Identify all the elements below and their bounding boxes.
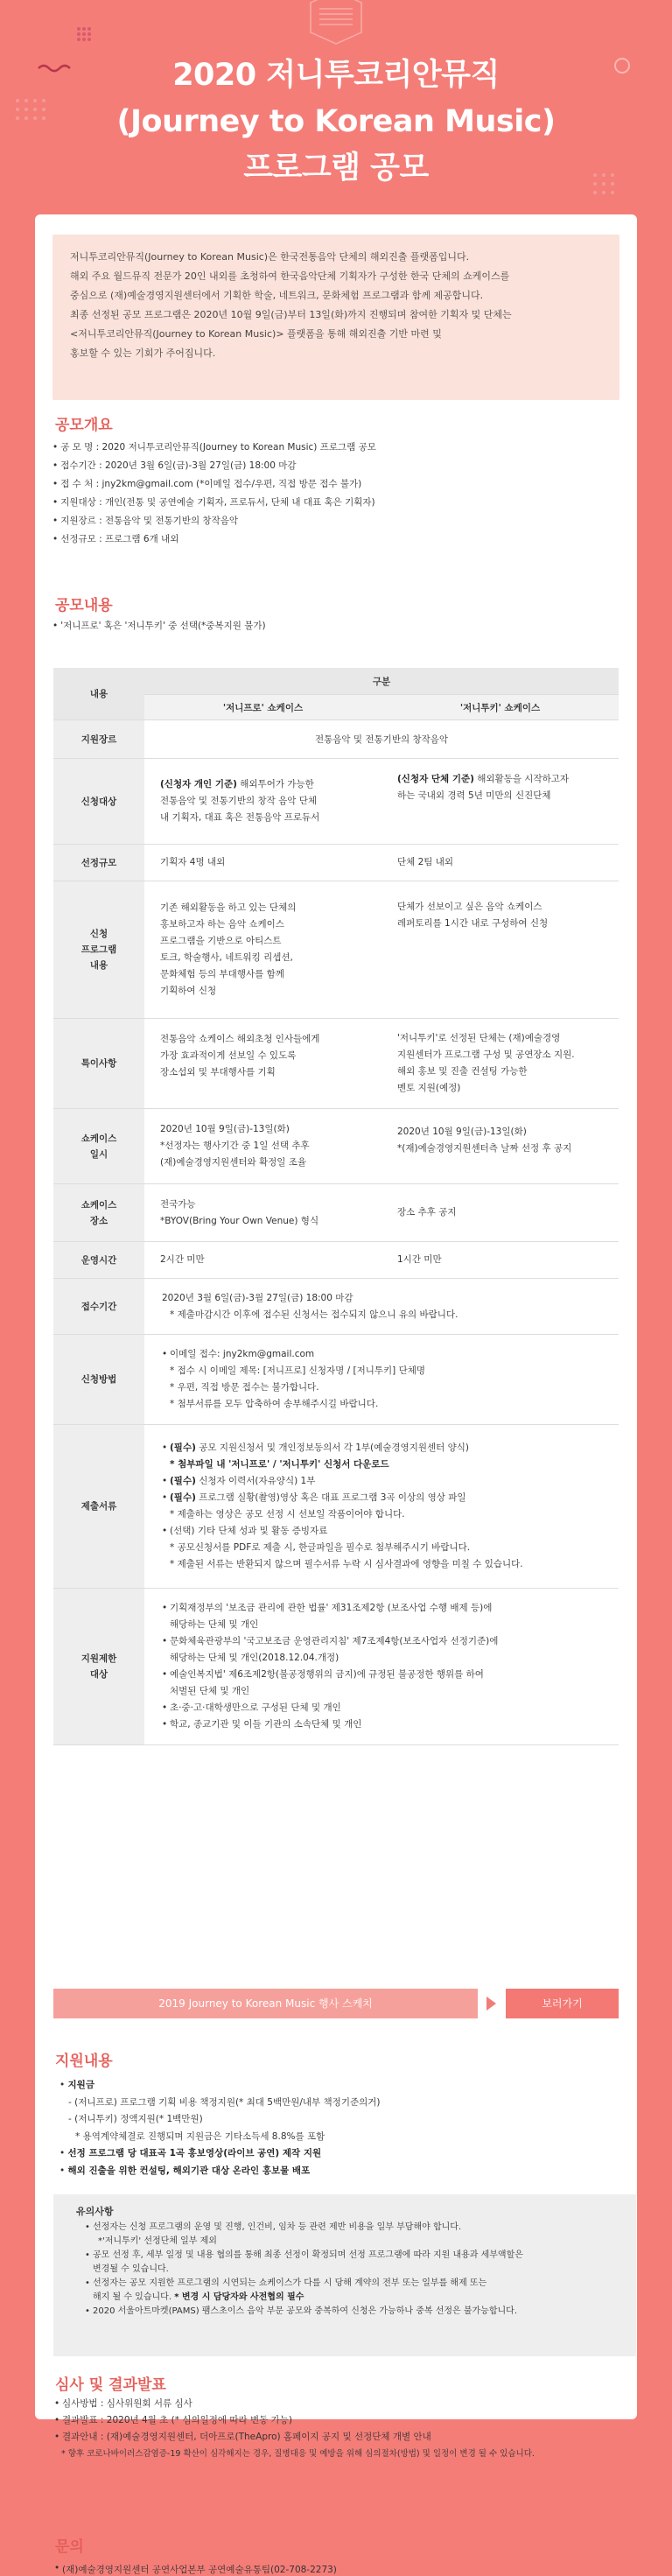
label-line: 쇼케이스 <box>80 1133 117 1144</box>
cell-emph: (필수) <box>170 1442 196 1453</box>
row-value-col2: 단체 2팀 내외 <box>382 845 619 881</box>
content-card <box>35 214 637 2575</box>
table-row <box>53 1109 619 1184</box>
row-label: 제출서류 <box>53 1425 144 1589</box>
table-row <box>53 720 619 759</box>
cell-rest: 프로그램 실황(촬영)영상 혹은 대표 프로그램 3곡 이상의 영상 파일 <box>199 1492 466 1503</box>
support-line: * 용역계약체결로 진행되며 지원금은 기타소득세 8.8%를 포함 <box>75 2130 326 2142</box>
cell-line: 처벌된 단체 및 개인 <box>170 1686 250 1696</box>
cell-line: • 학교, 종교기관 및 이들 기관의 소속단체 및 개인 <box>162 1716 603 1733</box>
row-value <box>144 1589 619 1745</box>
cell-emph: * 첨부파일 내 '저니프로' / '저니투키' 신청서 다운로드 <box>170 1459 389 1470</box>
row-label: 신청방법 <box>53 1335 144 1425</box>
caution-title: 유의사항 <box>76 2206 114 2217</box>
title-line-1: 2020 저니투코리안뮤직 <box>172 58 500 93</box>
cell-line: 단체가 선보이고 싶은 음악 쇼케이스 <box>397 902 542 912</box>
label-line: 지원제한 <box>80 1653 117 1664</box>
cell-line: 홍보하고자 하는 음악 쇼케이스 <box>160 919 284 930</box>
cell-line: • 초·중·고·대학생만으로 구성된 단체 및 개인 <box>162 1700 603 1716</box>
cell-line: '저니투키'로 선정된 단체는 (재)예술경영 <box>397 1033 561 1043</box>
support-line: • 지원금 <box>60 2080 94 2090</box>
title-line-2: (Journey to Korean Music) <box>116 104 556 139</box>
row-label <box>53 1109 144 1184</box>
table-row <box>53 1242 619 1279</box>
row-label <box>53 881 144 1019</box>
cell-line: 해당하는 단체 및 개인 <box>170 1619 259 1630</box>
cell-line: 기존 해외활동을 하고 있는 단체의 <box>160 902 297 913</box>
label-line: 쇼케이스 <box>80 1199 117 1211</box>
table-header-col1: '저니프로' 쇼케이스 <box>144 695 382 720</box>
intro-line: 최종 선정된 공모 프로그램은 2020년 10월 9일(금)부터 13일(화)까지 진행되며 참여한 기획자 및 단체는 <box>70 309 512 320</box>
contact-title: 문의 <box>55 2538 84 2556</box>
caution-line <box>93 2291 636 2305</box>
cell-line: 해당하는 단체 및 개인(2018.12.04.개정) <box>170 1653 340 1663</box>
table-row <box>53 1184 619 1242</box>
support-emph: 지원금 <box>67 2080 94 2090</box>
intro-line: 중심으로 (재)예술경영지원센터에서 기획한 학술, 네트워크, 문화체험 프로그램과 함께 제공합니다. <box>70 290 484 301</box>
info-table <box>53 668 619 1745</box>
table-row <box>53 1425 619 1589</box>
table-header-col2: '저니투키' 쇼케이스 <box>382 695 619 720</box>
cell-line: * 제출마감시간 이후에 접수된 신청서는 접수되지 않으니 유의 바랍니다. <box>170 1309 458 1320</box>
cell-line: 하는 국내외 경력 5년 미만의 신진단체 <box>397 790 551 801</box>
cell-line: * 첨부서류를 모두 압축하여 송부해주시길 바랍니다. <box>170 1399 379 1409</box>
intro-line: <저니투코리안뮤직(Journey to Korean Music)> 플랫폼을 통해 해외진출 기반 마련 및 <box>70 328 442 340</box>
cell-line: 레퍼토리를 1시간 내로 구성하여 신청 <box>397 918 549 929</box>
table-header-content: 내용 <box>53 668 144 720</box>
row-value-col1 <box>144 1184 382 1242</box>
content-note: • '저니프로' 혹은 '저니투키' 중 선택(*중복지원 불가) <box>52 617 595 635</box>
cell-line: 전통음악 쇼케이스 해외초청 인사들에게 <box>160 1034 320 1044</box>
overview-item: • 공 모 명 : 2020 저니투코리안뮤직(Journey to Korean Music) 프로그램 공모 <box>52 439 595 457</box>
cell-rest: 해외투어가 가능한 <box>236 779 314 790</box>
cell-line: *선정자는 행사기간 중 1일 선택 추후 <box>160 1141 310 1151</box>
cell-emph: (필수) <box>170 1492 196 1503</box>
row-value-col2 <box>382 1109 619 1184</box>
cell-line <box>162 1440 603 1456</box>
caution-emph: * 변경 시 담당자와 사전협의 필수 <box>174 2292 304 2302</box>
row-value-col2 <box>382 759 619 845</box>
row-label <box>53 1589 144 1745</box>
caution-line: • 선정자는 공모 지원한 프로그램의 시연되는 쇼케이스가 다를 시 당해 계약의 전부 또는 일부를 해제 또는 <box>85 2277 636 2291</box>
sketch-label[interactable]: 2019 Journey to Korean Music 행사 스케치 <box>53 1989 478 2018</box>
cell-line: 내 기획자, 대표 혹은 전통음악 프로듀서 <box>160 812 320 823</box>
cell-line: • 이메일 접수: jny2km@gmail.com <box>162 1346 603 1363</box>
cell-line: 전통음악 및 전통기반의 창작 음악 단체 <box>160 796 317 806</box>
contact-line: • (재)예술경영지원센터 공연사업본부 공연예술유통팀(02-708-2273) <box>54 2563 337 2576</box>
table-row <box>53 1019 619 1109</box>
cell-line: 2020년 10월 9일(금)-13일(화) <box>160 1124 290 1134</box>
row-label: 특이사항 <box>53 1019 144 1109</box>
row-value-col1: 기획자 4명 내외 <box>144 845 382 881</box>
sketch-bar <box>53 1989 619 2018</box>
row-value <box>144 1425 619 1589</box>
cell-line: * 공모신청서를 PDF로 제출 시, 한글파일을 필수로 첨부해주시기 바랍니다. <box>170 1542 471 1553</box>
review-line: • 결과발표 : 2020년 4월 초 (* 심의일정에 따라 변동 가능) <box>54 2412 623 2429</box>
cell-line: • 문화체육관광부의 '국고보조금 운영관리지침' 제7조제4항(보조사업자 선정기준)에 <box>162 1633 603 1650</box>
cell-line: * 제출하는 영상은 공모 선정 시 선보일 작품이어야 합니다. <box>170 1509 405 1520</box>
support-line: • 해외 진출을 위한 컨설팅, 해외기관 대상 온라인 홍보물 배포 <box>60 2165 311 2176</box>
row-value <box>144 1279 619 1335</box>
cell-line: (재)예술경영지원센터와 확정일 조율 <box>160 1157 307 1168</box>
row-value-col1: 2시간 미만 <box>144 1242 382 1279</box>
cell-line: 프로그램을 기반으로 아티스트 <box>160 936 282 946</box>
overview-item: • 접수기간 : 2020년 3월 6일(금)-3월 27일(금) 18:00 마감 <box>52 457 595 475</box>
table-row <box>53 881 619 1019</box>
caution-rest: 해지 될 수 있습니다. <box>93 2292 175 2302</box>
caution-line: • 공모 선정 후, 세부 일정 및 내용 협의를 통해 최종 선정이 확정되며 선정 프로그램에 따라 지원 내용과 세부액할은 <box>85 2249 636 2263</box>
overview-item: • 지원장르 : 전통음악 및 전통기반의 창작음악 <box>52 512 595 530</box>
cell-line: 장소섭외 및 부대행사를 기획 <box>160 1067 276 1077</box>
row-value <box>144 1335 619 1425</box>
cell-emph: (필수) <box>170 1476 196 1486</box>
cell-line: 2020년 3월 6일(금)-3월 27일(금) 18:00 마감 <box>162 1292 354 1303</box>
overview-item: • 접 수 처 : jny2km@gmail.com (*이메일 접수/우편, 직접 방문 접수 불가) <box>52 475 595 494</box>
intro-box <box>52 235 620 400</box>
table-header-group: 구분 <box>144 668 619 695</box>
label-line: 프로그램 <box>80 944 117 955</box>
intro-line: 저니투코리안뮤직(Journey to Korean Music)은 한국전통음악 단체의 해외진출 플랫폼입니다. <box>70 251 470 263</box>
row-value-col1 <box>144 881 382 1019</box>
header <box>0 0 672 214</box>
cell-line: 멘토 지원(예정) <box>397 1083 461 1093</box>
review-list <box>54 2396 623 2462</box>
row-label: 지원장르 <box>53 720 144 759</box>
intro-line: 홍보할 수 있는 기회가 주어집니다. <box>70 347 216 359</box>
cell-line: 지원센터가 프로그램 구성 및 공연장소 지원. <box>397 1049 575 1060</box>
overview-item: • 선정규모 : 프로그램 6개 내외 <box>52 530 595 549</box>
overview-title: 공모개요 <box>55 417 113 434</box>
cell-line <box>162 1490 603 1506</box>
caution-line: *'저니투키' 선정단체 일부 제외 <box>98 2236 217 2246</box>
review-line: * 향후 코로나바이러스감염증-19 확산이 심각해지는 경우, 질병대응 및 예방을 위해 심의절차(방법) 및 일정이 변경 될 수 있습니다. <box>61 2449 535 2459</box>
caution-line: • 선정자는 신청 프로그램의 운영 및 진행, 인건비, 임차 등 관련 제반 비용을 일부 부담해야 합니다. <box>85 2221 636 2235</box>
support-line: - (저니투키) 정액지원(* 1백만원) <box>68 2114 203 2124</box>
row-label: 운영시간 <box>53 1242 144 1279</box>
label-line: 내용 <box>89 960 108 971</box>
caution-line: • 2020 서울아트마켓(PAMS) 팸스초이스 음악 부문 공모와 중복하여 신청은 가능하나 중복 선정은 불가능합니다. <box>85 2305 636 2319</box>
row-value-col1 <box>144 1109 382 1184</box>
content-note-list <box>52 617 595 635</box>
cell-line: * 우편, 직접 방문 접수는 불가합니다. <box>170 1382 319 1393</box>
support-line: • 선정 프로그램 당 대표곡 1곡 홍보영상(라이브 공연) 제작 지원 <box>60 2148 322 2158</box>
row-value-col2: 장소 추후 공지 <box>382 1184 619 1242</box>
cell-line: 문화체험 등의 부대행사를 함께 <box>160 969 284 979</box>
cell-line: *BYOV(Bring Your Own Venue) 형식 <box>160 1215 319 1226</box>
cell-line <box>162 1456 603 1473</box>
caution-box <box>53 2194 636 2356</box>
support-line: - (저니프로) 프로그램 기획 비용 책정지원(* 최대 5백만원/내부 책정기준의거) <box>68 2096 381 2108</box>
label-line: 일시 <box>89 1148 108 1160</box>
cell-line <box>162 1473 603 1490</box>
support-list <box>60 2077 620 2179</box>
cell-line: 기획하여 신청 <box>160 986 217 996</box>
intro-line: 해외 주요 월드뮤직 전문가 20인 내외를 초청하여 한국음악단체 기획자가 구성한 한국 단체의 쇼케이스를 <box>70 270 510 282</box>
table-row <box>53 1279 619 1335</box>
content-title: 공모내용 <box>55 597 113 614</box>
row-value-col1 <box>144 1019 382 1109</box>
table-row <box>53 1335 619 1425</box>
cell-line: 토크, 학술행사, 네트워킹 리셉션, <box>160 952 293 963</box>
review-line: • 심사방법 : 심사위원회 서류 심사 <box>54 2396 623 2412</box>
table-row <box>53 1589 619 1745</box>
label-line: 신청 <box>89 929 108 939</box>
cell-rest: 신청자 이력서(자유양식) 1부 <box>199 1476 316 1486</box>
cell-line: 2020년 10월 9일(금)-13일(화) <box>397 1127 527 1137</box>
arrow-right-icon <box>486 1997 496 2011</box>
support-emph: 선정 프로그램 당 대표곡 1곡 홍보영상(라이브 공연) 제작 지원 <box>67 2148 322 2158</box>
cell-line: *(재)예술경영지원센터측 날짜 선정 후 공지 <box>397 1143 572 1154</box>
cell-line: • 기획재정부의 '보조금 관리에 관한 법률' 제31조제2항 (보조사업 수행 배제 등)에 <box>162 1600 603 1617</box>
row-value-col2 <box>382 1019 619 1109</box>
overview-list <box>52 439 595 549</box>
contact-list <box>54 2563 337 2576</box>
row-label: 접수기간 <box>53 1279 144 1335</box>
cell-line: 해외 홍보 및 진출 컨설팅 가능한 <box>397 1066 528 1077</box>
row-value: 전통음악 및 전통기반의 창작음악 <box>144 720 619 759</box>
review-title: 심사 및 결과발표 <box>55 2376 166 2394</box>
overview-item: • 지원대상 : 개인(전통 및 공연예술 기획자, 프로듀서, 단체 내 대표 혹은 기획자) <box>52 494 595 512</box>
review-line: • 결과안내 : (재)예술경영지원센터, 더아프로(TheApro) 홈페이지 공지 및 선정단체 개별 안내 <box>54 2429 623 2446</box>
cell-line <box>160 776 366 793</box>
cell-line <box>397 771 603 788</box>
label-line: 장소 <box>89 1215 108 1226</box>
row-label: 선정규모 <box>53 845 144 881</box>
cell-emph: (신청자 단체 기준) <box>397 774 474 784</box>
table-row <box>53 845 619 881</box>
row-value-col2: 1시간 미만 <box>382 1242 619 1279</box>
row-label <box>53 1184 144 1242</box>
cell-line: 가장 효과적이게 선보일 수 있도록 <box>160 1050 297 1061</box>
caution-line: 변경될 수 있습니다. <box>93 2264 169 2274</box>
cell-line: * 접수 시 이메일 제목: [저니프로] 신청자명 / [저니투키] 단체명 <box>170 1365 426 1376</box>
cell-rest: 해외활동을 시작하고자 <box>473 774 570 784</box>
row-value-col2 <box>382 881 619 1019</box>
row-value-col1 <box>144 759 382 845</box>
table-row <box>53 759 619 845</box>
page-title <box>0 53 672 192</box>
row-label: 신청대상 <box>53 759 144 845</box>
label-line: 대상 <box>89 1669 108 1680</box>
cell-line: • 예술인복지법' 제6조제2항(불공정행위의 금지)에 규정된 불공정한 행위를 하여 <box>162 1667 603 1683</box>
cell-rest: 공모 지원신청서 및 개인정보동의서 각 1부(예술경영지원센터 양식) <box>199 1442 469 1453</box>
cell-emph: (신청자 개인 기준) <box>160 779 237 790</box>
cell-line: 전국가능 <box>160 1198 196 1210</box>
cell-line: * 제출된 서류는 반환되지 않으며 필수서류 누락 시 심사결과에 영향을 미칠 수 있습니다. <box>170 1559 523 1569</box>
support-emph: 해외 진출을 위한 컨설팅, 해외기관 대상 온라인 홍보물 배포 <box>67 2165 311 2176</box>
cell-line: • (선택) 기타 단체 성과 및 활동 증빙자료 <box>162 1523 603 1540</box>
title-line-3: 프로그램 공모 <box>243 151 429 186</box>
support-title: 지원내용 <box>55 2053 113 2070</box>
view-button[interactable]: 보러가기 <box>506 1989 619 2018</box>
